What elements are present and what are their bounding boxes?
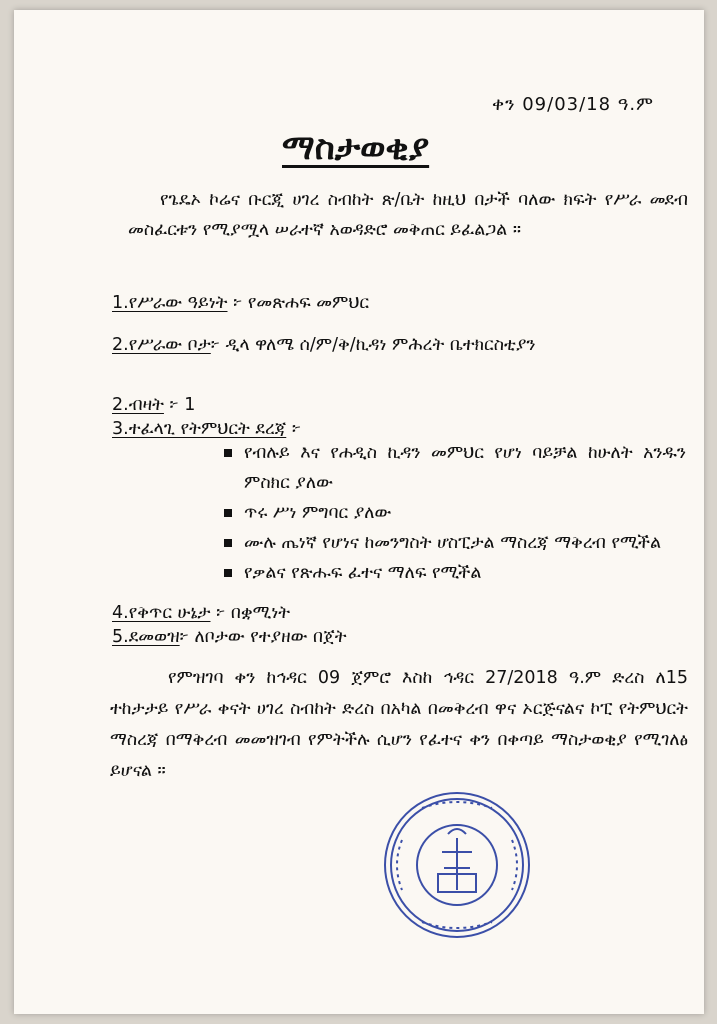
document-page xyxy=(14,10,704,1014)
item-separator: ፦ xyxy=(179,627,195,647)
item-job-type xyxy=(112,288,369,318)
item-value: ዲላ ዋለሜ ሰ/ም/ቅ/ኪዳነ ምሕረት ቤተክርስቲያን xyxy=(225,335,536,355)
item-label: 4.የቅጥር ሁኔታ xyxy=(112,603,211,623)
item-value: ለቦታው የተያዘው በጀት xyxy=(194,627,347,647)
item-value: 1 xyxy=(184,395,196,415)
item-label: 2.የሥራው ቦታ xyxy=(112,335,211,355)
requirement-item: ሙሉ ጤነኛ የሆነና ከመንግስት ሆስፒታል ማስረጃ ማቅረብ የሚችል xyxy=(224,528,686,558)
item-separator: ፦ xyxy=(286,419,302,439)
requirement-item: ጥሩ ሥነ ምግባር ያለው xyxy=(224,498,686,528)
seal-cross-emblem xyxy=(442,838,472,890)
item-separator: ፦ xyxy=(210,335,226,355)
requirements-list xyxy=(224,438,686,588)
item-label: 1.የሥራው ዓይነት xyxy=(112,293,228,313)
item-salary xyxy=(112,622,347,652)
item-job-location xyxy=(112,330,688,360)
requirement-item: የብሉይ እና የሐዲስ ኪዳን መምህር የሆነ ባይቻል ከሁለት አንዱን ምስክር ያለው xyxy=(224,438,686,498)
document-date: ቀን 09/03/18 ዓ.ም xyxy=(492,94,654,115)
item-value: የመጽሐፍ መምህር xyxy=(247,293,370,313)
document-title: ማስታወቂያ xyxy=(282,128,430,168)
intro-paragraph: የጌዴኦ ኮሬና ቡርጂ ሀገረ ስብከት ጽ/ቤት ከዚህ በታች ባለው ክፍት የሥራ መደብ መስፈርቱን የሚያሟላ ሠራተኛ አወዳድሮ መቅጠር ይፈልጋል ። xyxy=(128,190,688,240)
item-separator: ፦ xyxy=(227,293,248,313)
item-label: 5.ደመወዝ xyxy=(112,627,180,647)
item-label: 3.ተፈላጊ የትምህርት ደረጃ xyxy=(112,419,287,439)
item-separator: ፦ xyxy=(210,603,231,623)
item-label: 2.ብዛት xyxy=(112,395,164,415)
requirement-item: የቃልና የጽሑፍ ፈተና ማለፍ የሚችል xyxy=(224,558,686,588)
official-seal xyxy=(382,790,532,940)
item-separator: ፦ xyxy=(163,395,185,415)
seal-crown-emblem xyxy=(448,829,466,834)
item-value: በቋሚነት xyxy=(230,603,291,623)
closing-paragraph: የምዝገባ ቀን ከኅዳር 09 ጀምሮ እስከ ኅዳር 27/2018 ዓ.ም ድረስ ለ15 ተከታታይ የሥራ ቀናት ሀገረ ስብከት ድረስ በአካል በመቅረብ ዋና ኦርጅናልና ኮፒ የትምህርት ማስረጃ በማቅረብ መመዝገብ የምትችሉ ሲሆን የፈተና ቀን በቀጣይ ማስታወቂያ የሚገለፅ ይሆናል ። xyxy=(110,668,688,781)
